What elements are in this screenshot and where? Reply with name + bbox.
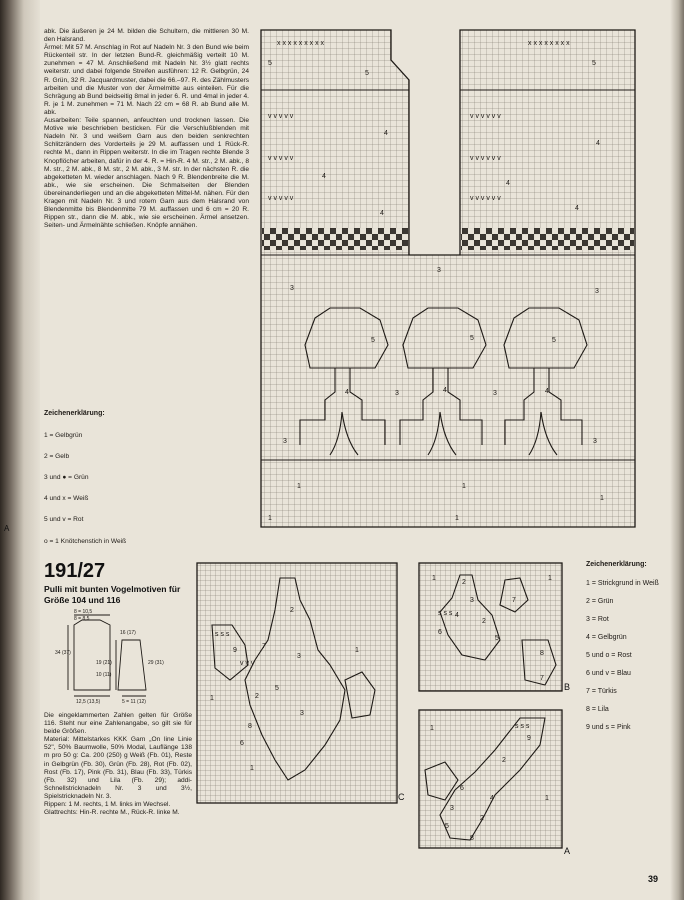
chart-b (419, 563, 562, 691)
svg-text:5: 5 (445, 823, 449, 830)
svg-text:1: 1 (545, 795, 549, 802)
svg-text:8: 8 (248, 723, 252, 730)
legend-item: 2 = Grün (586, 598, 614, 605)
svg-text:4: 4 (596, 140, 600, 147)
schematic-label-width: 12,5 (13,5) (76, 699, 101, 705)
svg-text:2: 2 (462, 579, 466, 586)
svg-text:4: 4 (384, 130, 388, 137)
svg-text:2: 2 (480, 815, 484, 822)
legend-title: Zeichenerklärung: (586, 561, 647, 568)
instruction-para: Glattrechts: Hin-R. rechte M., Rück-R. linke M. (44, 809, 180, 817)
svg-text:2: 2 (482, 618, 486, 625)
svg-text:s s s: s s s (438, 610, 453, 617)
svg-text:x x x x x x x x: x x x x x x x x x (277, 40, 325, 47)
schematic-label-sleeve-top: 16 (17) (120, 630, 136, 636)
legend-item: 4 und x = Weiß (44, 495, 89, 503)
svg-text:s s s: s s s (215, 631, 230, 638)
pattern2-instructions (44, 712, 192, 817)
svg-text:7: 7 (512, 597, 516, 604)
legend-item: 3 = Rot (586, 616, 609, 623)
svg-text:1: 1 (210, 695, 214, 702)
legend-item: 8 = Lila (586, 706, 609, 713)
svg-text:3: 3 (300, 710, 304, 717)
svg-text:6: 6 (240, 740, 244, 747)
svg-text:1: 1 (600, 495, 604, 502)
svg-text:3: 3 (395, 390, 399, 397)
chart-sweater-front (261, 30, 635, 527)
side-letter: A (4, 524, 10, 533)
svg-text:1: 1 (355, 647, 359, 654)
chart-b-label: B (564, 682, 571, 692)
schematic-label-height: 34 (37) (55, 650, 71, 656)
svg-text:4: 4 (455, 612, 459, 619)
legend-item: 4 = Gelbgrün (586, 634, 627, 641)
svg-text:9: 9 (527, 735, 531, 742)
svg-text:7: 7 (540, 675, 544, 682)
legend-title: Zeichenerklärung: (44, 410, 105, 417)
pattern1-instructions (44, 28, 249, 230)
svg-text:2: 2 (290, 607, 294, 614)
svg-text:2: 2 (502, 757, 506, 764)
svg-text:1: 1 (548, 575, 552, 582)
svg-text:3: 3 (290, 285, 294, 292)
svg-text:3: 3 (283, 438, 287, 445)
svg-text:5: 5 (371, 337, 375, 344)
svg-text:v v v: v v v (240, 660, 255, 667)
svg-text:3: 3 (437, 267, 441, 274)
legend-item: 3 und ● = Grün (44, 474, 89, 482)
legend-item: 2 = Gelb (44, 453, 70, 461)
svg-text:4: 4 (545, 388, 549, 395)
svg-text:7: 7 (262, 643, 266, 650)
legend-item: o = 1 Knötchenstich in Weiß (44, 537, 127, 545)
page-number: 39 (647, 874, 658, 884)
svg-text:9: 9 (233, 647, 237, 654)
pattern-number: 191/27 (44, 560, 106, 582)
svg-text:5: 5 (592, 60, 596, 67)
schematic-label-body: 19 (21) (96, 660, 112, 666)
svg-text:3: 3 (595, 288, 599, 295)
legend-item: 7 = Türkis (586, 688, 617, 695)
svg-text:5: 5 (365, 70, 369, 77)
svg-text:1: 1 (430, 725, 434, 732)
svg-text:v v v v v: v v v v v (268, 195, 294, 202)
svg-text:3: 3 (297, 653, 301, 660)
legend-item: 1 = Strickgrund in Weiß (586, 580, 659, 587)
svg-text:v v v v v: v v v v v v (470, 113, 501, 120)
svg-text:5: 5 (552, 337, 556, 344)
pattern1-legend (44, 410, 234, 559)
svg-text:5: 5 (495, 635, 499, 642)
schematic-label-top: 8 = 10,5 (74, 609, 93, 615)
svg-text:v v v v v: v v v v v v (470, 155, 501, 162)
svg-text:5: 5 (268, 60, 272, 67)
instruction-para: Die eingeklammerten Zahlen gelten für Größe 116. Steht nur eine Zahlenangabe, so gilt sie für beide Größen. (44, 712, 192, 736)
svg-text:8: 8 (470, 835, 474, 842)
svg-text:4: 4 (443, 387, 447, 394)
svg-text:v v v v v: v v v v v (268, 113, 294, 120)
chart-a (419, 710, 562, 848)
svg-text:4: 4 (345, 389, 349, 396)
chart-c (197, 563, 397, 803)
svg-text:1: 1 (432, 575, 436, 582)
size-schematic (68, 615, 146, 696)
instruction-para: Ärmel: Mit 57 M. Anschlag in Rot auf Nadeln Nr. 3 den Bund wie beim Rückenteil str. In der letzten Bund-R. gleichmäßig verteilt 10 M. zunehmen = 47 M. Anschließend mit Nadeln Nr. 3½ glatt rechts weiterstr. und dabei folgende Streifen ausführen: 12 R. Gelbgrün, 24 R. Grün, 32 R. Jacquardmuster, dabei die 66.–97. R. des Zählmusters arbeiten und die Muster von der Ärmelmitte aus einteilen. Für die Schrägung ab Bund beidseitig 8mal in jeder 6. R. und 4mal in jeder 4. R. je 1 M. zunehmen = 71 M. Nach 22 cm = 68 R. ab Bund alle M. abk. (44, 44, 249, 116)
svg-text:1: 1 (297, 483, 301, 490)
instruction-para: Rippen: 1 M. rechts, 1 M. links im Wechsel. (44, 801, 171, 809)
svg-text:4: 4 (322, 173, 326, 180)
svg-text:1: 1 (268, 515, 272, 522)
schematic-label-sleeve-length: 29 (31) (148, 660, 164, 666)
svg-text:5: 5 (275, 685, 279, 692)
svg-text:3: 3 (470, 597, 474, 604)
svg-text:v v v v v: v v v v v (268, 155, 294, 162)
chart-c-label: C (398, 792, 405, 802)
svg-text:8: 8 (540, 650, 544, 657)
schematic-label-neck: 8 = 8,5 (74, 616, 90, 622)
legend-item: 1 = Gelbgrün (44, 432, 83, 440)
schematic-label-sleeve-width: 5 = 11 (12) (122, 699, 146, 705)
svg-text:3: 3 (493, 390, 497, 397)
instruction-para: Material: Mittelstarkes KKK Garn „On line Linie 52", 50% Baumwolle, 50% Modal, Lauflänge 138 m pro 50 g: Ca. 200 (250) g Weiß (Fb. 01), Reste in Gelbgrün (Fb. 30), Grün (Fb. 28), Rot (Fb. 02), Rost (Fb. 17), Pink (Fb. 31), Blau (Fb. 33), Türkis (Fb. 32) und Lila (Fb. 29); addi-Schnellstricknadeln Nr. 3 und 3½, Spielstricknadeln Nr. 3. (44, 736, 192, 800)
instruction-para: Ausarbeiten: Teile spannen, anfeuchten und trocknen lassen. Die Motive wie beschrieben besticken. Für die Verschlußblenden mit Nadeln Nr. 3 und weißem Garn aus den beiden senkrechten Schlitzrändern des Vorderteils je 29 M. auffassen und 1 Rück-R. rechte M., dann in Rippen weiterstr. In die im Tragen rechte Blende 3 Knopflöcher arbeiten, dafür in der 4. R. = Hin-R. 4 M. str., 2 M. abk., 8 M. str., 2 M. abk., 8 M. str., 2 M. abk., 3 M. str. In der nächsten R. die abgeketteten M. wieder anschlagen. Nach 9 R. Blendenbreite die M. abk., wie sie erscheinen. Die Schmalseiten der Blenden übereinanderliegen und an die abgeketteten Mittel-M. nähen. Für den Kragen mit Nadeln Nr. 3 und rotem Garn aus dem Halsrand von Blendenmitte bis Blendenmitte 79 M. auffassen und 6 cm = 20 R. Rippen str., dann die M. abk., wie sie erscheinen. Ärmel ansetzen. Seiten- und Ärmelnähte schließen. Knöpfe annähen. (44, 117, 249, 230)
svg-text:3: 3 (450, 805, 454, 812)
svg-text:1: 1 (462, 483, 466, 490)
pattern2-legend (586, 560, 676, 741)
svg-text:v v v v v: v v v v v v (470, 195, 501, 202)
svg-text:5: 5 (470, 335, 474, 342)
svg-text:6: 6 (438, 629, 442, 636)
legend-item: 9 und s = Pink (586, 724, 631, 731)
legend-item: 6 und v = Blau (586, 670, 631, 677)
schematic-label-rib: 10 (11) (96, 672, 112, 678)
svg-text:1: 1 (455, 515, 459, 522)
svg-text:3: 3 (593, 438, 597, 445)
svg-text:s s s: s s s (515, 723, 530, 730)
pattern-title: Pulli mit bunten Vogelmotiven für Größe 104 und 116 (44, 584, 181, 605)
svg-text:2: 2 (255, 693, 259, 700)
svg-text:1: 1 (250, 765, 254, 772)
svg-text:4: 4 (575, 205, 579, 212)
svg-text:x x x x x x x x: x x x x x x x x (528, 40, 570, 47)
svg-text:4: 4 (506, 180, 510, 187)
legend-item: 5 und v = Rot (44, 516, 84, 524)
legend-item: 5 und o = Rost (586, 652, 632, 659)
svg-text:4: 4 (490, 795, 494, 802)
instruction-para: abk. Die äußeren je 24 M. bilden die Schultern, die mittleren 30 M. den Halsrand. (44, 28, 249, 44)
svg-text:6: 6 (460, 785, 464, 792)
chart-a-label: A (564, 846, 571, 856)
svg-text:4: 4 (380, 210, 384, 217)
